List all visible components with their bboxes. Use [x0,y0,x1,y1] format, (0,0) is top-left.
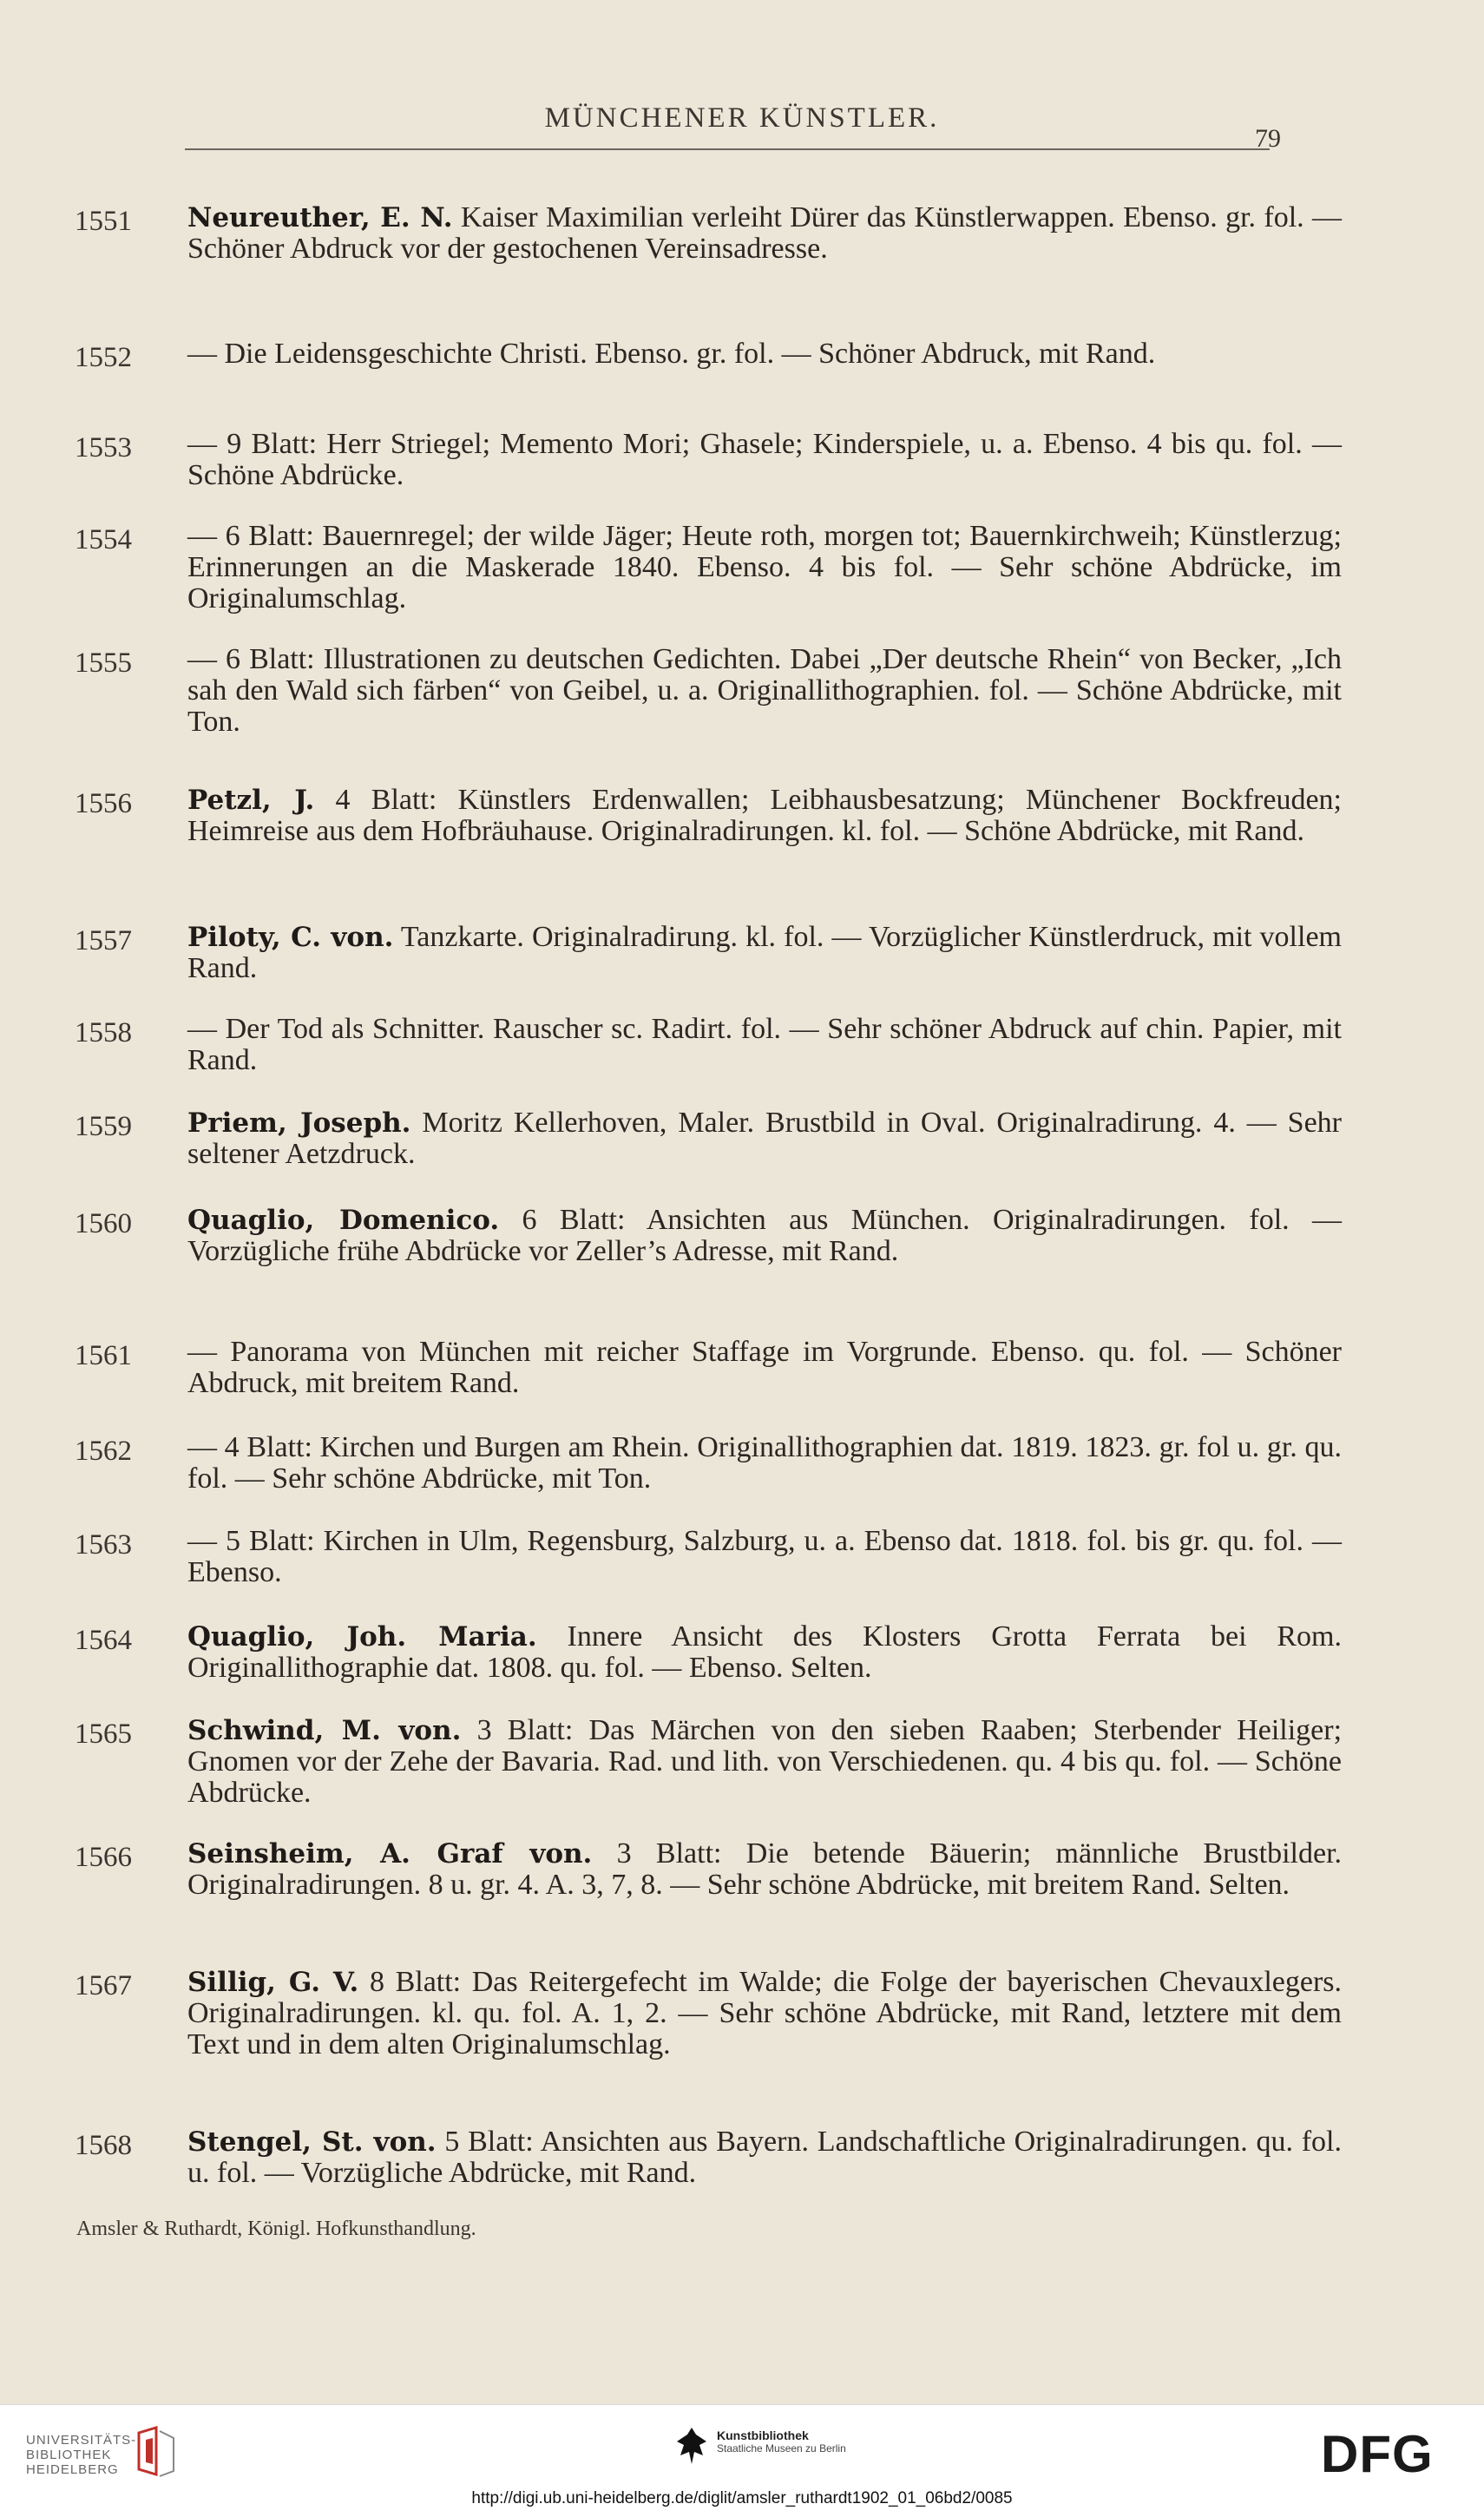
entry-description: 3 Blatt: Das Märchen von den sieben Raaben; Sterbender Heiliger; Gnomen vor der Zehe der Bavaria. Rad. und lith. von Verschiedenen. qu. 4 bis qu. fol. — Schöne Abdrücke. [187,1714,1343,1809]
heidelberg-library-logo[interactable] [26,2433,136,2477]
library-subtitle: Staatliche Museen zu Berlin [717,2442,846,2455]
entry-description: Moritz Kellerhoven, Maler. Brustbild in Oval. Originalradirung. 4. — Sehr seltener Aetzdruck. [187,1107,1342,1170]
entry-description: — Panorama von München mit reicher Staffage im Vorgrunde. Ebenso. qu. fol. — Schöner Abdruck, mit breitem Rand. [187,1336,1342,1399]
entry-number: 1568 [75,2130,132,2161]
entry-description: — 6 Blatt: Bauernregel; der wilde Jäger; Heute roth, morgen tot; Bauernkirchweih; Künstlerzug; Erinnerungen an die Maskerade 1840. Ebenso. 4 bis fol. — Sehr schöne Abdrücke, im Originalumschlag. [187,520,1342,614]
entry-body [187,1337,1342,1399]
entry-description: 5 Blatt: Ansichten aus Bayern. Landschaftliche Originalradirungen. qu. fol. u. fol. — Vorzügliche Abdrücke, mit Rand. [187,2126,1342,2189]
entry-description: — 9 Blatt: Herr Striegel; Memento Mori; Ghasele; Kinderspiele, u. a. Ebenso. 4 bis qu. fol. — Schöne Abdrücke. [187,428,1342,491]
source-url-link[interactable]: http://digi.ub.uni-heidelberg.de/diglit/amsler_ruthardt1902_01_06bd2/0085 [471,2489,1013,2507]
entry-number: 1556 [75,788,132,819]
entry-body [187,1621,1342,1684]
running-title: MÜNCHENER KÜNSTLER. [544,102,940,134]
entry-body [187,521,1342,614]
artist-name: Neureuther, E. N. [187,202,453,233]
artist-name: Quaglio, Joh. Maria. [187,1621,537,1653]
entry-description: 8 Blatt: Das Reitergefecht im Walde; die Folge der bayerischen Chevauxlegers. Originalradirungen. kl. qu. fol. A. 1, 2. — Sehr schöne Abdrücke, mit Rand, letztere mit dem Text und in dem alten Originalumschlag. [187,1966,1343,2060]
entry-number: 1563 [75,1529,132,1561]
entry-number: 1551 [75,206,132,237]
entry-description: — 6 Blatt: Illustrationen zu deutschen Gedichten. Dabei „Der deutsche Rhein“ von Becker, „Ich sah den Wald sich färben“ von Geibel, u. a. Originallithographien. fol. — Schöne Abdrücke, mit Ton. [187,643,1342,738]
kunstbibliothek-logo[interactable] [717,2428,846,2455]
artist-name: Stengel, St. von. [187,2126,437,2158]
entry-description: 3 Blatt: Die betende Bäuerin; männliche Brustbilder. Originalradirungen. 8 u. gr. 4. A. 3, 7, 8. — Sehr schöne Abdrücke, mit breitem Rand. Selten. [187,1837,1343,1901]
entry-number: 1557 [75,925,132,956]
entry-description: Kaiser Maximilian verleiht Dürer das Künstlerwappen. Ebenso. gr. fol. — Schöner Abdruck vor der gestochenen Vereinsadresse. [187,201,1343,265]
artist-name: Quaglio, Domenico. [187,1205,500,1236]
entry-body [187,1967,1342,2060]
entry-description: 6 Blatt: Ansichten aus München. Originalradirungen. fol. — Vorzügliche frühe Abdrücke vor Zeller’s Adresse, mit Rand. [187,1204,1343,1267]
logo-line: UNIVERSITÄTS- [26,2433,137,2448]
artist-name: Piloty, C. von. [187,922,394,953]
entry-number: 1559 [75,1111,132,1142]
entry-number: 1562 [75,1436,132,1467]
heidelberg-emblem-icon [130,2426,181,2480]
artist-name: Sillig, G. V. [187,1967,359,1998]
entry-body [187,338,1342,370]
entry-description: — 5 Blatt: Kirchen in Ulm, Regensburg, Salzburg, u. a. Ebenso dat. 1818. fol. bis gr. qu. fol. — Ebenso. [187,1525,1342,1588]
entry-description: Innere Ansicht des Klosters Grotta Ferrata bei Rom. Originallithographie dat. 1808. qu. fol. — Ebenso. Selten. [187,1620,1343,1684]
artist-name: Seinsheim, A. Graf von. [187,1838,593,1870]
entry-body [187,429,1342,491]
entry-body [187,922,1342,984]
entry-body [187,1715,1342,1809]
entry-body [187,2126,1342,2189]
entry-description: — Die Leidensgeschichte Christi. Ebenso. gr. fol. — Schöner Abdruck, mit Rand. [187,338,1156,370]
entry-body [187,1014,1342,1076]
entry-number: 1561 [75,1340,132,1371]
entry-number: 1566 [75,1842,132,1873]
artist-name: Priem, Joseph. [187,1107,411,1139]
entry-body [187,785,1342,847]
dfg-logo[interactable]: DFG [1321,2425,1434,2483]
entry-number: 1552 [75,342,132,373]
entry-body [187,202,1342,265]
entry-body [187,1526,1342,1588]
entry-body [187,1838,1342,1901]
publisher-imprint: Amsler & Ruthardt, Königl. Hofkunsthandlung. [76,2218,476,2240]
page-number: 79 [1255,124,1281,153]
entry-description: Tanzkarte. Originalradirung. kl. fol. — Vorzüglicher Künstlerdruck, mit vollem Rand. [187,921,1342,984]
library-title: Kunstbibliothek [717,2428,809,2442]
header-rule [185,148,1270,150]
entry-number: 1553 [75,432,132,463]
entry-body [187,1432,1342,1495]
artist-name: Schwind, M. von. [187,1715,462,1746]
eagle-icon [673,2424,710,2469]
entry-number: 1560 [75,1208,132,1239]
entry-number: 1555 [75,647,132,679]
entry-body [187,1205,1342,1267]
entry-body [187,644,1342,738]
entry-description: — Der Tod als Schnitter. Rauscher sc. Radirt. fol. — Sehr schöner Abdruck auf chin. Papier, mit Rand. [187,1013,1342,1076]
logo-line: BIBLIOTHEK [26,2448,112,2462]
entry-number: 1564 [75,1625,132,1656]
entry-number: 1567 [75,1970,132,2001]
entry-description: — 4 Blatt: Kirchen und Burgen am Rhein. Originallithographien dat. 1819. 1823. gr. fol u. gr. qu. fol. — Sehr schöne Abdrücke, mit Ton. [187,1431,1342,1495]
entry-number: 1565 [75,1719,132,1750]
logo-line: HEIDELBERG [26,2462,119,2477]
entry-description: 4 Blatt: Künstlers Erdenwallen; Leibhausbesatzung; Münchener Bockfreuden; Heimreise aus dem Hofbräuhause. Originalradirungen. kl. fol. — Schöne Abdrücke, mit Rand. [187,784,1342,847]
entry-number: 1558 [75,1017,132,1048]
entry-body [187,1107,1342,1170]
entry-number: 1554 [75,524,132,555]
artist-name: Petzl, J. [187,785,315,816]
